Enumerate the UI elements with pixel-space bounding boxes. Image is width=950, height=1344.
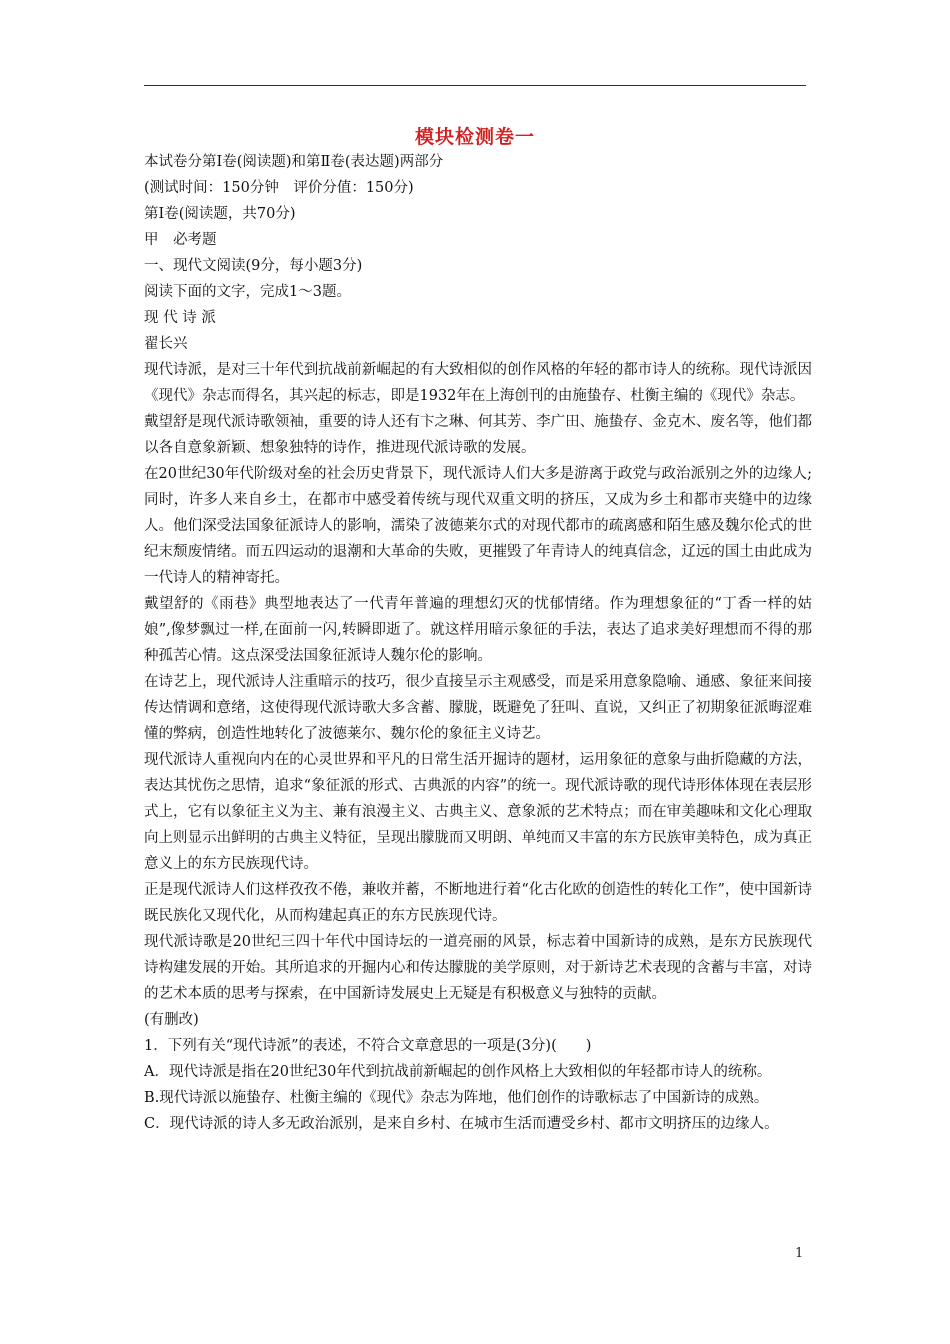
intro-line: (测试时间：150分钟 评价分值：150分) (144, 180, 414, 196)
question-stem: 1．下列有关“现代诗派”的表述，不符合文章意思的一项是(3分)( ) (144, 1038, 592, 1054)
article-note: (有删改) (144, 1012, 199, 1028)
article-author: 翟长兴 (144, 336, 188, 352)
header-rule (144, 85, 806, 86)
section-heading: 一、现代文阅读(9分，每小题3分) (144, 258, 363, 274)
article-paragraph: 在20世纪30年代阶级对垒的社会历史背景下，现代派诗人们大多是游离于政党与政治派别之外的边缘人;同时，许多人来自乡土，在都市中感受着传统与现代双重文明的挤压，又成为乡土和都市夹缝中的边缘人。他们深受法国象征派诗人的影响，濡染了波德莱尔式的对现代都市的疏离感和陌生感及魏尔伦式的世纪末颓废情绪。而五四运动的退潮和大革命的失败，更摧毁了年青诗人的纯真信念，辽远的国土由此成为一代诗人的精神寄托。 (144, 466, 812, 586)
question-option: A．现代诗派是指在20世纪30年代到抗战前新崛起的创作风格上大致相似的年轻都市诗人的统称。 (144, 1064, 772, 1080)
intro-line: 本试卷分第Ⅰ卷(阅读题)和第Ⅱ卷(表达题)两部分 (144, 154, 444, 170)
article-paragraph: 正是现代派诗人们这样孜孜不倦，兼收并蓄，不断地进行着“化古化欧的创造性的转化工作”，使中国新诗既民族化又现代化，从而构建起真正的东方民族现代诗。 (144, 882, 812, 924)
instruction: 阅读下面的文字，完成1～3题。 (144, 284, 351, 300)
article-title: 现 代 诗 派 (144, 310, 216, 326)
document-body (144, 149, 812, 1137)
page-title: 模块检测卷一 (414, 126, 535, 148)
page-number: 1 (795, 1246, 804, 1261)
question-option: B.现代诗派以施蛰存、杜衡主编的《现代》杂志为阵地，他们创作的诗歌标志了中国新诗的成熟。 (144, 1090, 769, 1106)
intro-line: 第Ⅰ卷(阅读题，共70分) (144, 206, 296, 222)
intro-line: 甲 必考题 (144, 232, 217, 248)
article-paragraph: 现代派诗歌是20世纪三四十年代中国诗坛的一道亮丽的风景，标志着中国新诗的成熟，是东方民族现代诗构建发展的开始。其所追求的开掘内心和传达朦胧的美学原则，对于新诗艺术表现的含蓄与丰富，对诗的艺术本质的思考与探索，在中国新诗发展史上无疑是有积极意义与独特的贡献。 (144, 934, 812, 1002)
article-paragraph: 戴望舒的《雨巷》典型地表达了一代青年普遍的理想幻灭的忧郁情绪。作为理想象征的“丁香一样的姑娘”,像梦飘过一样,在面前一闪,转瞬即逝了。就这样用暗示象征的手法，表达了追求美好理想而不得的那种孤苦心情。这点深受法国象征派诗人魏尔伦的影响。 (144, 596, 812, 664)
article-paragraph: 戴望舒是现代派诗歌领袖，重要的诗人还有卞之琳、何其芳、李广田、施蛰存、金克木、废名等，他们都以各自意象新颖、想象独特的诗作，推进现代派诗歌的发展。 (144, 414, 812, 456)
article-paragraph: 在诗艺上，现代派诗人注重暗示的技巧，很少直接呈示主观感受，而是采用意象隐喻、通感、象征来间接传达情调和意绪，这使得现代派诗歌大多含蓄、朦胧，既避免了狂叫、直说，又纠正了初期象征派晦涩难懂的弊病，创造性地转化了波德莱尔、魏尔伦的象征主义诗艺。 (144, 674, 812, 742)
article-paragraph: 现代派诗人重视向内在的心灵世界和平凡的日常生活开掘诗的题材，运用象征的意象与曲折隐藏的方法，表达其忧伤之思情，追求“象征派的形式、古典派的内容”的统一。现代派诗歌的现代诗形体体现在表层形式上，它有以象征主义为主、兼有浪漫主义、古典主义、意象派的艺术特点；而在审美趣味和文化心理取向上则显示出鲜明的古典主义特征，呈现出朦胧而又明朗、单纯而又丰富的东方民族审美特色，成为真正意义上的东方民族现代诗。 (144, 752, 812, 872)
question-option: C．现代诗派的诗人多无政治派别，是来自乡村、在城市生活而遭受乡村、都市文明挤压的边缘人。 (144, 1116, 779, 1132)
article-paragraph: 现代诗派，是对三十年代到抗战前新崛起的有大致相似的创作风格的年轻的都市诗人的统称。现代诗派因《现代》杂志而得名，其兴起的标志，即是1932年在上海创刊的由施蛰存、杜衡主编的《现代》杂志。 (144, 362, 812, 404)
